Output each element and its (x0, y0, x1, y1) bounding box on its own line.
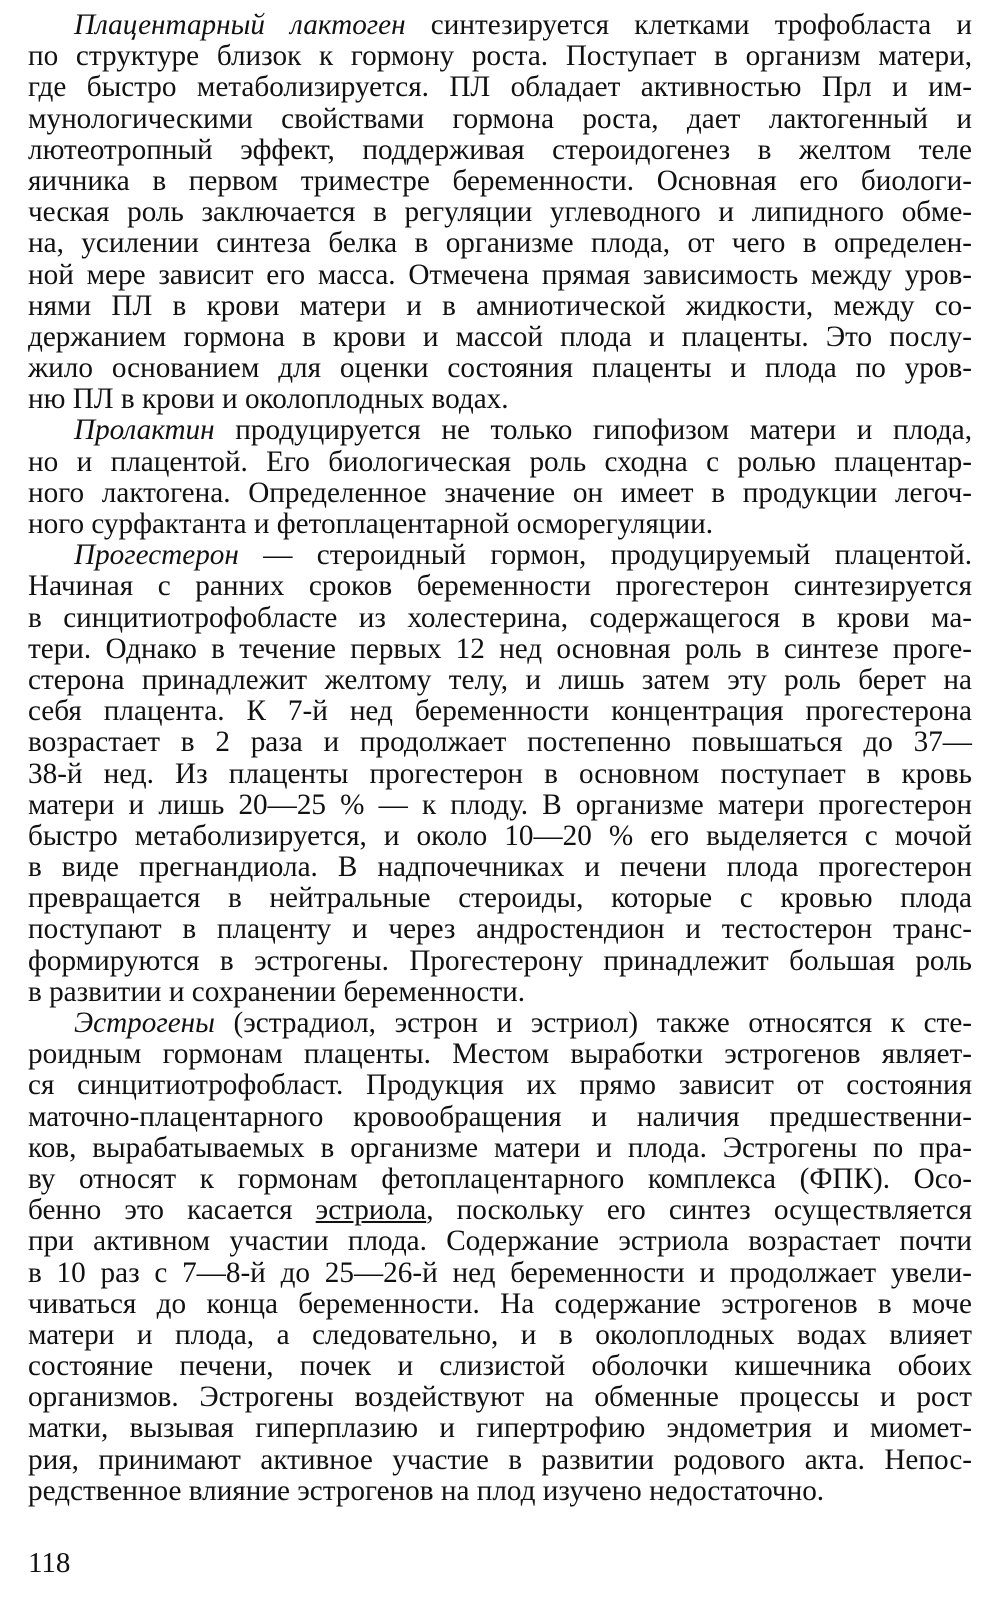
text-span: — стероидный гормон, продуцируемый плацентой. (238, 539, 972, 572)
text-line: быстро метаболизируется, и около 10—20 % его выделяется с мочой (28, 819, 972, 852)
text-line: тери. Однако в течение первых 12 нед основная роль в синтезе проге- (28, 632, 972, 665)
text-line: ческая роль заключается в регуляции углеводного и липидного обме- (28, 196, 972, 229)
paragraph-progesterone (28, 540, 972, 1008)
text-line: по структуре близок к гормону роста. Поступает в организм матери, (28, 40, 972, 73)
text-span: продуцируется не только гипофизом матери и плода, (214, 414, 972, 447)
text-line: в виде прегнандиола. В надпочечниках и печени плода прогестерон (28, 851, 972, 884)
text-line (28, 1008, 972, 1039)
text-line: матери и лишь 20—25 % — к плоду. В организме матери прогестерон (28, 788, 972, 821)
paragraph-placental-lactogen (28, 10, 972, 415)
text-line: держанием гормона в крови и массой плода и плаценты. Это послу- (28, 320, 972, 353)
text-line: формируются в эстрогены. Прогестерону принадлежит большая роль (28, 944, 972, 977)
text-span: , поскольку его синтез осуществляется (426, 1194, 973, 1227)
text-line: в синцитиотрофобласте из холестерина, содержащегося в крови ма- (28, 601, 972, 634)
text-line: превращается в нейтральные стероиды, которые с кровью плода (28, 882, 972, 915)
term-prolactin: Пролактин (74, 414, 215, 447)
text-line: 38-й нед. Из плаценты прогестерон в основном поступает в кровь (28, 757, 972, 790)
text-line (28, 1195, 972, 1226)
text-line: лютеотропный эффект, поддерживая стероидогенез в желтом теле (28, 133, 972, 166)
text-line: матери и плода, а следовательно, и в околоплодных водах влияет (28, 1318, 972, 1351)
term-placental-lactogen: Плацентарный лактоген (74, 9, 406, 41)
text-line: на, усилении синтеза белка в организме плода, от чего в определен- (28, 227, 972, 260)
text-line: состояние печени, почек и слизистой оболочки кишечника обоих (28, 1350, 972, 1383)
term-estrogens: Эстрогены (74, 1007, 215, 1039)
text-line: ся синцитиотрофобласт. Продукция их прямо зависит от состояния (28, 1069, 972, 1102)
text-line: яичника в первом триместре беременности. Основная его биологи- (28, 164, 972, 197)
term-progesterone: Прогестерон (74, 539, 239, 572)
text-line: возрастает в 2 раза и продолжает постепенно повышаться до 37— (28, 726, 972, 759)
text-line: ного лактогена. Определенное значение он имеет в продукции легоч- (28, 476, 972, 509)
text-span: (эстрадиол, эстрон и эстриол) также относятся к сте- (214, 1007, 972, 1039)
text-span: синтезируется клетками трофобласта и (405, 9, 972, 41)
text-line: жило основанием для оценки состояния плаценты и плода по уров- (28, 352, 972, 385)
text-line: ню ПЛ в крови и околоплодных водах. (28, 383, 509, 416)
text-line: организмов. Эстрогены воздействуют на обменные процессы и рост (28, 1381, 972, 1414)
paragraph-estrogens (28, 1008, 972, 1507)
text-line: стерона принадлежит желтому телу, и лишь затем эту роль берет на (28, 663, 972, 696)
text-line: ков, вырабатываемых в организме матери и плода. Эстрогены по пра- (28, 1131, 972, 1164)
text-line: в развитии и сохранении беременности. (28, 975, 526, 1008)
text-line (28, 415, 972, 446)
text-line: ной мере зависит его масса. Отмечена прямая зависимость между уров- (28, 258, 972, 291)
text-line: маточно-плацентарного кровообращения и наличия предшественни- (28, 1100, 972, 1133)
page-number: 118 (28, 1547, 71, 1579)
text-line: роидным гормонам плаценты. Местом выработки эстрогенов являет- (28, 1038, 972, 1071)
text-line (28, 540, 972, 571)
text-line: редственное влияние эстрогенов на плод изучено недостаточно. (28, 1474, 825, 1507)
text-line: мунологическими свойствами гормона роста, дает лактогенный и (28, 102, 972, 135)
text-line: Начиная с ранних сроков беременности прогестерон синтезируется (28, 570, 972, 603)
text-line: ву относят к гормонам фетоплацентарного комплекса (ФПК). Осо- (28, 1162, 972, 1195)
paragraph-prolactin (28, 415, 972, 540)
text-line: матки, вызывая гиперплазию и гипертрофию эндометрия и миомет- (28, 1412, 972, 1445)
text-line: но и плацентой. Его биологическая роль сходна с ролью плацентар- (28, 445, 972, 478)
text-line: нями ПЛ в крови матери и в амниотической жидкости, между со- (28, 289, 972, 322)
text-line: поступают в плаценту и через андростендион и тестостерон транс- (28, 913, 972, 946)
text-line (28, 10, 972, 41)
text-span: бенно это касается (28, 1194, 316, 1227)
underlined-word-estriol: эстриола (315, 1194, 427, 1227)
text-line: чиваться до конца беременности. На содержание эстрогенов в моче (28, 1287, 972, 1320)
text-line: рия, принимают активное участие в развитии родового акта. Непос- (28, 1443, 972, 1476)
text-line: при активном участии плода. Содержание эстриола возрастает почти (28, 1225, 972, 1258)
text-line: себя плацента. К 7-й нед беременности концентрация прогестерона (28, 695, 972, 728)
text-line: в 10 раз с 7—8-й до 25—26-й нед беременности и продолжает увели- (28, 1256, 972, 1289)
text-line: где быстро метаболизируется. ПЛ обладает активностью Прл и им- (28, 71, 972, 104)
text-line: ного сурфактанта и фетоплацентарной осморегуляции. (28, 508, 714, 540)
page-body (28, 10, 972, 1507)
